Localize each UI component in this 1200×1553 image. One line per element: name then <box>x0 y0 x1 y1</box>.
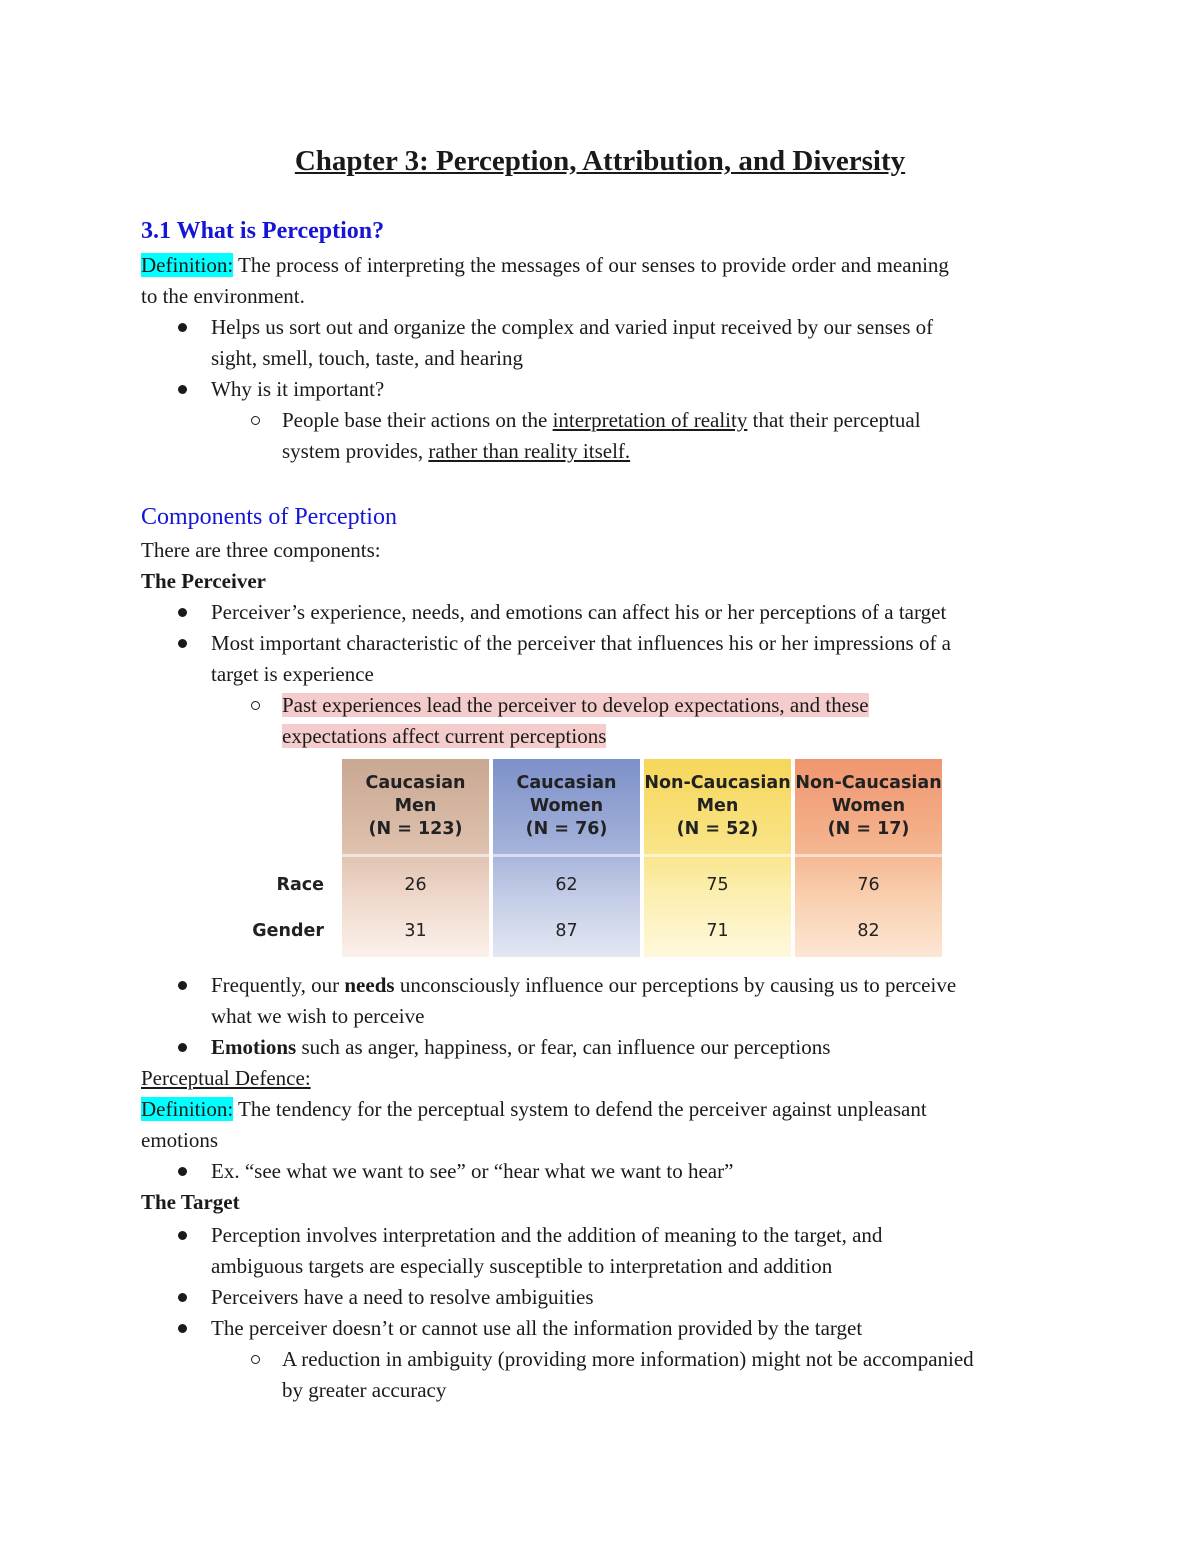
text-run: People base their actions on the <box>282 408 553 432</box>
header-line: Non-Caucasian <box>795 773 942 793</box>
row-label-race: Race <box>276 875 324 895</box>
subheading-perceiver: The Perceiver <box>141 569 266 593</box>
header-line: Caucasian <box>365 773 466 793</box>
header-n: (N = 52) <box>676 819 759 839</box>
list-item <box>211 970 956 1001</box>
bullet-icon <box>178 1324 187 1333</box>
cell-race: 26 <box>404 875 427 895</box>
section-heading-components: Components of Perception <box>141 504 397 530</box>
chapter-title: Chapter 3: Perception, Attribution, and Diversity <box>294 145 906 177</box>
column-header <box>493 759 640 857</box>
sub-list-item-continued <box>282 436 630 467</box>
column-header <box>342 759 489 857</box>
subheading-perceptual-defence: Perceptual Defence: <box>141 1066 311 1090</box>
list-item <box>211 1032 830 1063</box>
bullet-icon <box>178 1167 187 1176</box>
cell-gender: 82 <box>857 921 880 941</box>
bullet-icon <box>178 639 187 648</box>
text-run: such as anger, happiness, or fear, can influence our perceptions <box>296 1035 831 1059</box>
bullet-icon <box>178 608 187 617</box>
text-run: system provides, <box>282 439 429 463</box>
list-item: The perceiver doesn’t or cannot use all the information provided by the target <box>211 1316 863 1340</box>
text-run: Frequently, our <box>211 973 345 997</box>
sub-list-item: A reduction in ambiguity (providing more information) might not be accompanied <box>282 1347 974 1371</box>
list-item: Most important characteristic of the perceiver that influences his or her impressions of a <box>211 631 952 655</box>
circle-bullet-icon <box>251 701 260 710</box>
table-column-caucasian-men <box>342 759 489 957</box>
list-item-continued: ambiguous targets are especially susceptible to interpretation and addition <box>211 1254 833 1278</box>
sub-list-item <box>282 405 921 436</box>
list-item: Helps us sort out and organize the complex and varied input received by our senses of <box>211 315 934 339</box>
header-line: Men <box>696 796 739 816</box>
list-item-continued: sight, smell, touch, taste, and hearing <box>211 346 524 370</box>
definition-line-2: to the environment. <box>141 284 305 308</box>
list-item: Ex. “see what we want to see” or “hear what we want to hear” <box>211 1159 734 1183</box>
circle-bullet-icon <box>251 1355 260 1364</box>
bullet-icon <box>178 1231 187 1240</box>
definition-line-1 <box>141 250 949 281</box>
table-column-non-caucasian-women <box>795 759 942 957</box>
header-line: Caucasian <box>516 773 617 793</box>
cell-gender: 71 <box>706 921 729 941</box>
list-item: Perception involves interpretation and the addition of meaning to the target, and <box>211 1223 883 1247</box>
list-item-continued: target is experience <box>211 662 374 686</box>
sub-list-item <box>282 690 869 721</box>
sub-list-item-continued <box>282 721 606 752</box>
list-item: Perceiver’s experience, needs, and emotions can affect his or her perceptions of a target <box>211 600 947 624</box>
header-line: Women <box>831 796 906 816</box>
header-line: Women <box>529 796 604 816</box>
text-run: that their perceptual <box>747 408 921 432</box>
table-column-caucasian-women <box>493 759 640 957</box>
cell-race: 62 <box>555 875 578 895</box>
header-n: (N = 17) <box>827 819 910 839</box>
bullet-icon <box>178 323 187 332</box>
cell-race: 75 <box>706 875 729 895</box>
cell-gender: 87 <box>555 921 578 941</box>
components-intro: There are three components: <box>141 538 381 562</box>
bold-text: needs <box>344 973 395 997</box>
bullet-icon <box>178 385 187 394</box>
definition-label: Definition: <box>141 253 234 277</box>
subheading-target: The Target <box>141 1190 240 1214</box>
definition-line-2: emotions <box>141 1128 218 1152</box>
definition-text: The process of interpreting the messages of our senses to provide order and meaning <box>233 253 949 277</box>
list-item: Why is it important? <box>211 377 385 401</box>
bullet-icon <box>178 1043 187 1052</box>
table-column-non-caucasian-men <box>644 759 791 957</box>
definition-line-1 <box>141 1094 927 1125</box>
header-n: (N = 76) <box>525 819 608 839</box>
section-heading-what-is-perception: 3.1 What is Perception? <box>141 218 385 244</box>
bullet-icon <box>178 1293 187 1302</box>
bold-text: Emotions <box>211 1035 297 1059</box>
highlighted-text: Past experiences lead the perceiver to develop expectations, and these <box>282 693 869 717</box>
list-item-continued: what we wish to perceive <box>211 1004 425 1028</box>
header-line: Non-Caucasian <box>644 773 791 793</box>
definition-text: The tendency for the perceptual system to defend the perceiver against unpleasant <box>233 1097 927 1121</box>
cell-race: 76 <box>857 875 880 895</box>
sub-list-item-continued: by greater accuracy <box>282 1378 447 1402</box>
cell-gender: 31 <box>404 921 427 941</box>
underlined-text: interpretation of reality <box>552 408 748 432</box>
bullet-icon <box>178 981 187 990</box>
row-label-gender: Gender <box>252 921 324 941</box>
circle-bullet-icon <box>251 416 260 425</box>
highlighted-text: expectations affect current perceptions <box>282 724 607 748</box>
column-header <box>795 759 942 857</box>
definition-label: Definition: <box>141 1097 234 1121</box>
text-run: unconsciously influence our perceptions by causing us to perceive <box>394 973 957 997</box>
header-n: (N = 123) <box>368 819 463 839</box>
underlined-text: rather than reality itself. <box>428 439 631 463</box>
list-item: Perceivers have a need to resolve ambiguities <box>211 1285 594 1309</box>
header-line: Men <box>394 796 437 816</box>
experience-table <box>250 759 945 959</box>
column-header <box>644 759 791 857</box>
